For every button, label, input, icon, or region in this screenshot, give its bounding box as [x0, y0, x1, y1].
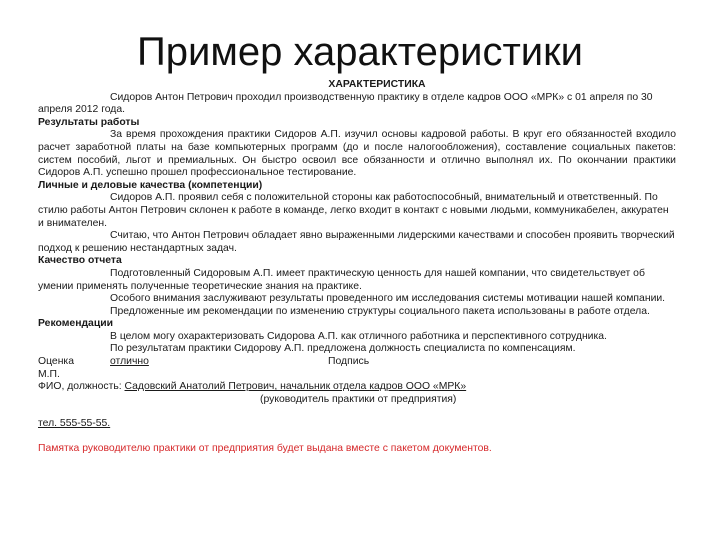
grade-label: Оценка [38, 356, 74, 368]
document-body [38, 79, 676, 456]
slide-title: Пример характеристики [137, 30, 583, 74]
footer-note: Памятка руководителю практики от предприятия будет выдана вместе с пакетом документов. [38, 443, 492, 455]
seal-mark: М.П. [38, 368, 60, 380]
results-paragraph: За время прохождения практики Сидоров А.П. изучил основы кадровой работы. В круг его обязанностей входило расчет заработной платы на базе компьютерных программ (до и после налогообложения), составление социальных пакетов: систем пособий, льгот и премиальных. Он быстро освоил все обязанности и отлично выполнял их. По окончании практики Сидоров А.П. успешно прошел профессиональное тестирование. [38, 129, 676, 179]
report-paragraph-3: Предложенные им рекомендации по изменению структуры социального пакета использованы в работе отдела. [110, 305, 650, 317]
phone-line: тел. 555-55-55. [38, 418, 111, 430]
grade-row [38, 356, 676, 369]
section-title-results: Результаты работы [38, 116, 140, 128]
report-paragraph-1: Подготовленный Сидоровым А.П. имеет практическую ценность для нашей компании, что свидетельствует об умении применять полученные теоретические знания на практике. [38, 267, 645, 292]
report-paragraph-2: Особого внимания заслуживают результаты проведенного им исследования системы мотивации нашей компании. [110, 293, 666, 305]
document-heading: ХАРАКТЕРИСТИКА [328, 79, 426, 90]
section-title-report: Качество отчета [38, 255, 122, 267]
recommendations-paragraph-2: По результатам практики Сидорову А.П. предложена должность специалиста по компенсациям. [110, 343, 576, 355]
fio-value: Садовский Анатолий Петрович, начальник отдела кадров ООО «МРК» [124, 381, 467, 393]
qualities-paragraph-1: Сидоров А.П. проявил себя с положительной стороны как работоспособный, внимательный и ответственный. По стилю работы Антон Петрович склонен к работе в команде, легко входит в контакт с новыми людьми, коммуникабелен, аккуратен и внимателен. [38, 192, 669, 229]
fio-line [38, 381, 676, 394]
recommendations-paragraph-1: В целом могу охарактеризовать Сидорова А.П. как отличного работника и перспективного сотрудника. [110, 330, 607, 342]
section-title-recommendations: Рекомендации [38, 318, 114, 330]
fio-label: ФИО, должность: [38, 381, 125, 393]
intro-paragraph: Сидоров Антон Петрович проходил производственную практику в отделе кадров ООО «МРК» с 01 апреля по 30 апреля 2012 года. [38, 91, 653, 116]
fio-caption: (руководитель практики от предприятия) [260, 393, 457, 405]
signature-label: Подпись [328, 356, 370, 368]
grade-value: отлично [110, 356, 149, 368]
section-title-qualities: Личные и деловые качества (компетенции) [38, 179, 263, 191]
qualities-paragraph-2: Считаю, что Антон Петрович обладает явно выраженными лидерскими качествами и способен проявить творческий подход к решению нестандартных задач. [38, 230, 675, 254]
